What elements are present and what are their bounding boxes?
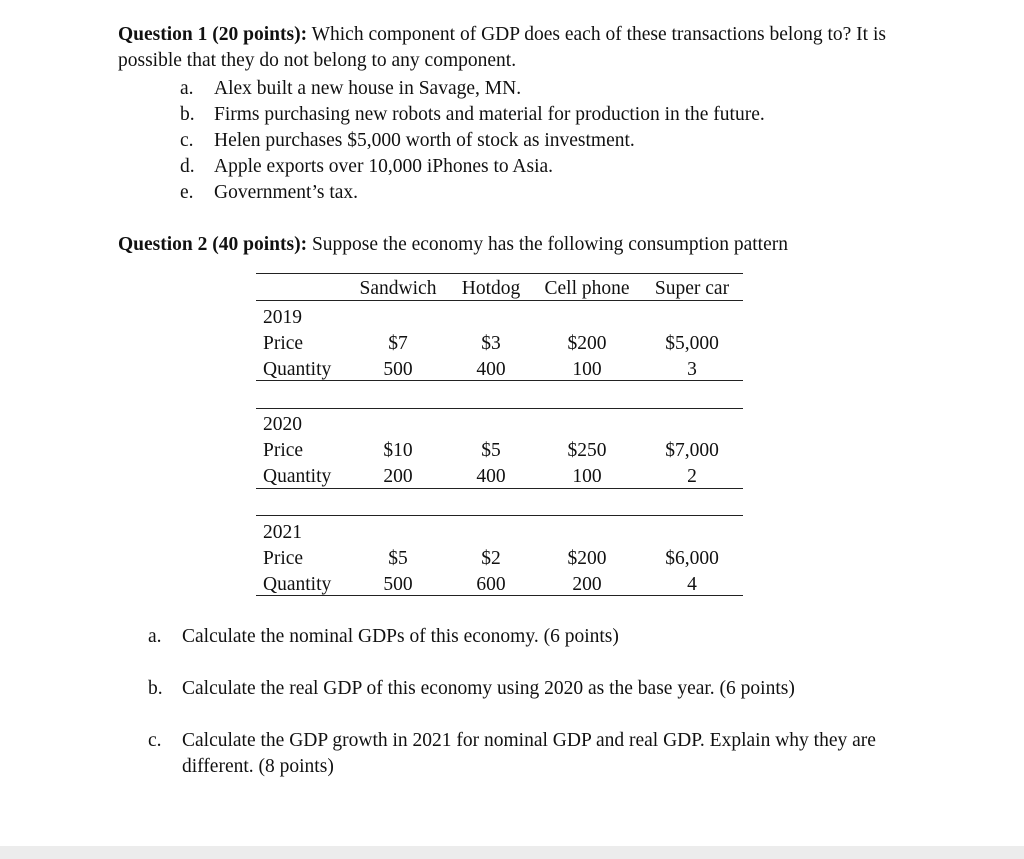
question-2-heading: Question 2 (40 points):	[118, 234, 308, 255]
table-cell: 100	[572, 466, 602, 487]
column-header-super-car: Super car	[654, 278, 730, 299]
price-row-label: Price	[263, 333, 304, 354]
column-header-hotdog: Hotdog	[461, 278, 521, 299]
list-item-text: Helen purchases $5,000 worth of stock as investment.	[214, 130, 635, 151]
price-row-label: Price	[263, 548, 304, 569]
list-item-label: e.	[180, 182, 194, 203]
list-item-text: Calculate the nominal GDPs of this economy. (6 points)	[182, 626, 619, 647]
table-cell: 2	[687, 466, 697, 487]
list-item	[180, 76, 765, 102]
table-cell: 200	[572, 574, 602, 595]
list-item-text: Calculate the real GDP of this economy using 2020 as the base year. (6 points)	[182, 678, 795, 699]
list-item	[180, 102, 765, 128]
column-header-sandwich: Sandwich	[359, 278, 437, 299]
list-item	[148, 728, 922, 780]
list-item-text: Apple exports over 10,000 iPhones to Asia.	[214, 156, 554, 177]
table-cell: $7	[388, 333, 408, 354]
table-cell: $6,000	[665, 548, 719, 569]
question-1-heading: Question 1 (20 points):	[118, 24, 308, 45]
table-cell: $5	[481, 440, 501, 461]
question-2-paragraph	[118, 232, 908, 258]
table-cell: 100	[572, 359, 602, 380]
list-item-text: Alex built a new house in Savage, MN.	[214, 78, 522, 99]
list-item-text: Firms purchasing new robots and material for production in the future.	[214, 104, 765, 125]
list-item	[180, 154, 765, 180]
question-2-prompt: Suppose the economy has the following consumption pattern	[307, 234, 788, 255]
list-item-label: a.	[148, 626, 162, 647]
price-row-label: Price	[263, 440, 304, 461]
table-cell: 4	[687, 574, 697, 595]
table-cell: 400	[476, 466, 506, 487]
list-item-text: Government’s tax.	[214, 182, 359, 203]
table-cell: $2	[481, 548, 501, 569]
list-item	[180, 128, 765, 154]
table-cell: 400	[476, 359, 506, 380]
list-item-label: a.	[180, 78, 194, 99]
question-1-prompt: Which component of GDP does each of these transactions belong to? It is possible that they do not belong to any component.	[118, 24, 886, 71]
list-item-label: b.	[180, 104, 195, 125]
table-cell: $5,000	[665, 333, 719, 354]
table-cell: $10	[383, 440, 413, 461]
question-1-paragraph	[118, 22, 908, 74]
table-cell: $3	[481, 333, 501, 354]
table-cell: 200	[383, 466, 413, 487]
year-2019-label: 2019	[263, 307, 302, 328]
column-header-cell-phone: Cell phone	[544, 278, 630, 299]
quantity-row-label: Quantity	[263, 466, 332, 487]
table-cell: 500	[383, 359, 413, 380]
table-cell: $200	[567, 548, 607, 569]
list-item	[148, 676, 922, 702]
table-cell: $250	[567, 440, 607, 461]
table-cell: $5	[388, 548, 408, 569]
bottom-edge-bar	[0, 846, 1024, 859]
table-cell: $7,000	[665, 440, 719, 461]
list-item	[148, 624, 922, 650]
list-item-label: c.	[148, 730, 162, 751]
list-item-label: d.	[180, 156, 195, 177]
list-item-label: c.	[180, 130, 194, 151]
year-2020-label: 2020	[263, 414, 302, 435]
list-item-text: Calculate the GDP growth in 2021 for nominal GDP and real GDP. Explain why they are different. (8 points)	[182, 730, 876, 777]
question-1-list	[180, 76, 765, 206]
table-cell: $200	[567, 333, 607, 354]
table-cell: 3	[687, 359, 697, 380]
table-rule-2021-top	[256, 515, 743, 516]
question-2-list	[148, 624, 922, 806]
quantity-row-label: Quantity	[263, 359, 332, 380]
table-cell: 600	[476, 574, 506, 595]
table-rule-2020-top	[256, 408, 743, 409]
year-2021-label: 2021	[263, 522, 302, 543]
table-cell: 500	[383, 574, 413, 595]
list-item	[180, 180, 765, 206]
quantity-row-label: Quantity	[263, 574, 332, 595]
table-top-rule	[256, 273, 743, 274]
list-item-label: b.	[148, 678, 163, 699]
